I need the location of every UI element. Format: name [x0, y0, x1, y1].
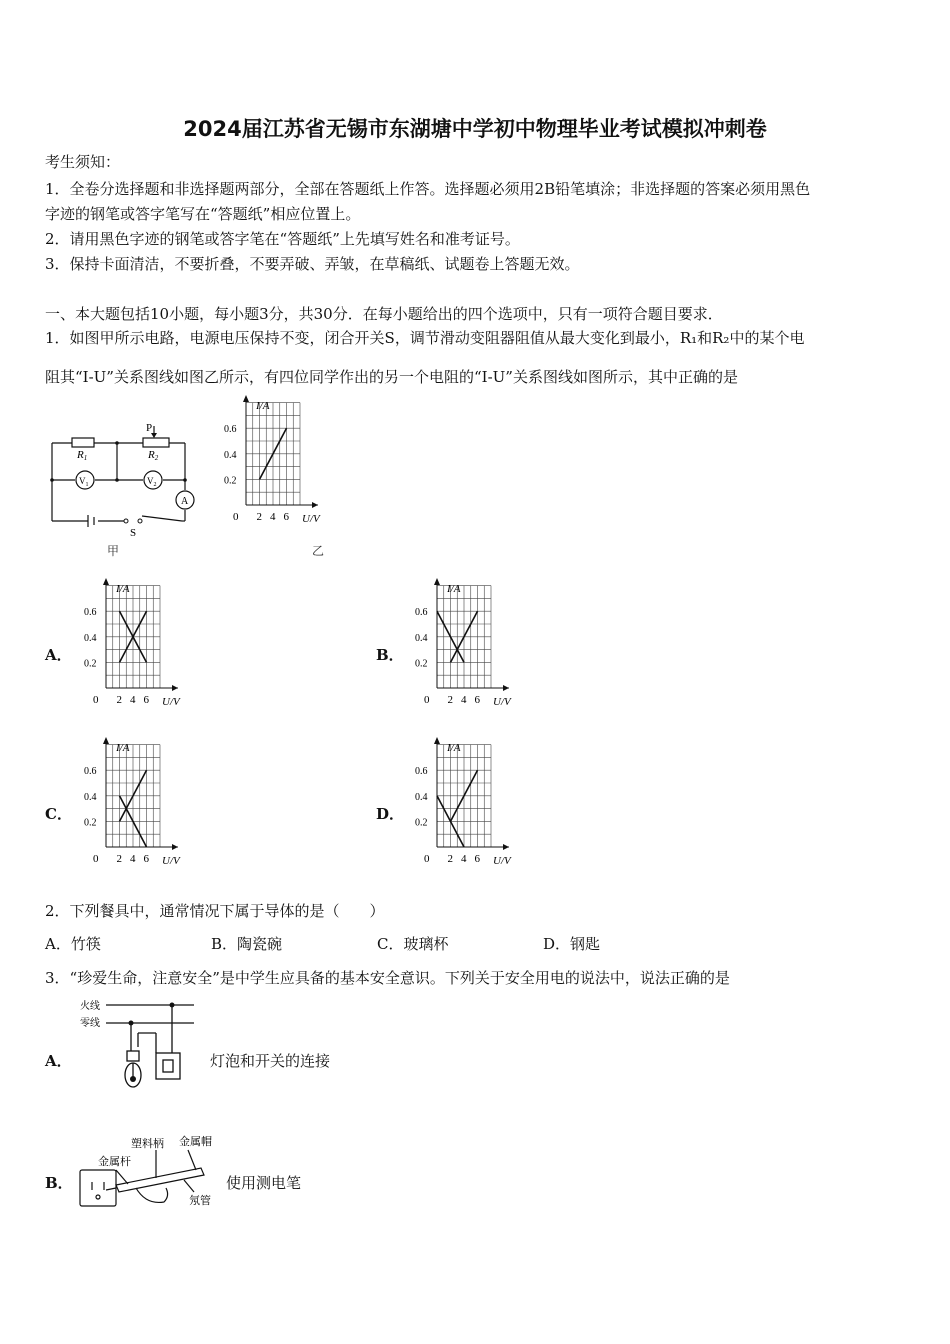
notice-item-1: 1．全卷分选择题和非选择题两部分，全部在答题纸上作答。选择题必须用2B铅笔填涂；非选择题的答案必须用黑色 — [45, 180, 811, 198]
y-tick-label: 0.2 — [84, 658, 97, 670]
x-tick-label: 6 — [143, 694, 149, 706]
resistor-r1 — [72, 438, 94, 447]
q2-option-c: C．玻璃杯 — [377, 935, 449, 953]
q3-option-a-text: 灯泡和开关的连接 — [210, 1052, 331, 1070]
q2-option-b: B．陶瓷碗 — [211, 935, 283, 953]
x-tick-label: 2 — [116, 853, 122, 865]
x-tick-label: 2 — [447, 694, 453, 706]
caption-jia: 甲 — [107, 544, 120, 558]
x-axis-label: U/V — [162, 855, 180, 867]
plastic-handle-label: 塑料柄 — [131, 1138, 164, 1150]
graph-option-d — [411, 735, 576, 870]
q3-option-b-text: 使用测电笔 — [226, 1174, 302, 1192]
q3-stem: 3．“珍爱生命，注意安全”是中学生应具备的基本安全意识。下列关于安全用电的说法中，说法正确的是 — [45, 969, 730, 987]
metal-rod-label: 金属杆 — [98, 1156, 131, 1168]
y-axis-arrow-icon — [103, 578, 109, 585]
caption-yi: 乙 — [312, 544, 325, 558]
notice-item-1-cont: 字迹的钢笔或答字笔写在“答题纸”相应位置上。 — [45, 205, 361, 223]
graph-yi — [220, 393, 385, 528]
y-axis-label: I/A — [447, 742, 461, 754]
q1-stem-line2: 阻其“I-U”关系图线如图乙所示，有四位同学作出的另一个电阻的“I-U”关系图线如图所示，其中正确的是 — [45, 368, 738, 386]
origin-label: 0 — [424, 853, 430, 865]
q2-option-a: A．竹筷 — [45, 935, 101, 953]
section-heading: 一、本大题包括10小题，每小题3分，共30分．在每小题给出的四个选项中，只有一项符合题目要求． — [45, 305, 723, 323]
option-b-label: B． — [376, 646, 404, 664]
p-label: P — [146, 422, 153, 434]
y-tick-label: 0.2 — [415, 817, 428, 829]
notice-item-2: 2．请用黑色字迹的钢笔或答字笔在“答题纸”上先填写姓名和准考证号。 — [45, 230, 520, 248]
neon-tube-label: 氖管 — [189, 1195, 211, 1207]
y-axis-label: I/A — [256, 400, 270, 412]
y-tick-label: 0.2 — [84, 817, 97, 829]
y-tick-label: 0.6 — [84, 766, 97, 778]
graph-option-b — [411, 576, 576, 711]
x-tick-label: 6 — [143, 853, 149, 865]
x-tick-label: 4 — [461, 694, 467, 706]
option-d-label: D． — [376, 805, 405, 823]
x-tick-label: 6 — [474, 694, 480, 706]
ammeter-label: A — [181, 496, 189, 507]
r2-label: R2 — [148, 449, 159, 462]
q3-option-b-label: B． — [45, 1174, 73, 1192]
q2-stem: 2．下列餐具中，通常情况下属于导体的是（ ） — [45, 902, 385, 920]
origin-label: 0 — [424, 694, 430, 706]
q2-option-d: D．钢匙 — [543, 935, 601, 953]
y-tick-label: 0.6 — [224, 424, 237, 436]
q1-stem-line1: 1．如图甲所示电路，电源电压保持不变，闭合开关S，调节滑动变阻器阻值从最大变化到最小，R₁和R₂中的某个电 — [45, 329, 805, 347]
switch-label: S — [130, 527, 137, 539]
y-axis-label: I/A — [447, 583, 461, 595]
r1-label: R1 — [77, 449, 88, 462]
page-title: 2024届江苏省无锡市东湖塘中学初中物理毕业考试模拟冲刺卷 — [183, 117, 767, 141]
x-axis-arrow-icon — [172, 844, 178, 850]
y-tick-label: 0.6 — [415, 766, 428, 778]
x-axis-arrow-icon — [503, 844, 509, 850]
rheostat-r2 — [143, 438, 169, 447]
lamp-switch-diagram — [76, 995, 201, 1095]
v1-label: $V_1$ — [79, 476, 89, 488]
y-axis-label: I/A — [116, 742, 130, 754]
y-axis-arrow-icon — [103, 737, 109, 744]
x-tick-label: 2 — [256, 511, 262, 523]
y-tick-label: 0.4 — [415, 791, 428, 803]
notice-item-3: 3．保持卡面清洁，不要折叠，不要弄破、弄皱，在草稿纸、试题卷上答题无效。 — [45, 255, 580, 273]
x-axis-label: U/V — [493, 855, 511, 867]
x-axis-label: U/V — [493, 696, 511, 708]
notice-heading: 考生须知： — [45, 153, 121, 171]
fire-wire-label: 火线 — [80, 1001, 100, 1012]
graph-option-c — [80, 735, 245, 870]
hand-icon — [136, 1188, 168, 1202]
y-tick-label: 0.4 — [84, 632, 97, 644]
q3-option-a-label: A． — [45, 1052, 72, 1070]
x-tick-label: 2 — [447, 853, 453, 865]
x-axis-arrow-icon — [312, 502, 318, 508]
y-axis-arrow-icon — [434, 578, 440, 585]
x-tick-label: 4 — [130, 694, 136, 706]
x-tick-label: 4 — [130, 853, 136, 865]
origin-label: 0 — [233, 511, 239, 523]
y-tick-label: 0.4 — [224, 449, 237, 461]
x-axis-label: U/V — [162, 696, 180, 708]
y-tick-label: 0.4 — [415, 632, 428, 644]
circuit-diagram — [40, 418, 200, 543]
origin-label: 0 — [93, 853, 99, 865]
x-axis-label: U/V — [302, 513, 320, 525]
x-tick-label: 2 — [116, 694, 122, 706]
graph-option-a — [80, 576, 245, 711]
y-tick-label: 0.2 — [224, 475, 237, 487]
x-tick-label: 6 — [474, 853, 480, 865]
x-tick-label: 4 — [270, 511, 276, 523]
x-tick-label: 6 — [283, 511, 289, 523]
y-tick-label: 0.6 — [84, 607, 97, 619]
origin-label: 0 — [93, 694, 99, 706]
y-tick-label: 0.6 — [415, 607, 428, 619]
x-tick-label: 4 — [461, 853, 467, 865]
x-axis-arrow-icon — [503, 685, 509, 691]
y-axis-label: I/A — [116, 583, 130, 595]
metal-cap-label: 金属帽 — [179, 1136, 212, 1148]
y-axis-arrow-icon — [434, 737, 440, 744]
test-pen-diagram — [76, 1130, 226, 1215]
y-axis-arrow-icon — [243, 395, 249, 402]
x-axis-arrow-icon — [172, 685, 178, 691]
socket-icon — [80, 1170, 116, 1206]
bulb-icon — [130, 1076, 136, 1082]
y-tick-label: 0.2 — [415, 658, 428, 670]
option-c-label: C． — [45, 805, 72, 823]
y-tick-label: 0.4 — [84, 791, 97, 803]
zero-wire-label: 零线 — [80, 1018, 100, 1029]
v2-label: $V_2$ — [147, 476, 157, 488]
option-a-label: A． — [45, 646, 72, 664]
